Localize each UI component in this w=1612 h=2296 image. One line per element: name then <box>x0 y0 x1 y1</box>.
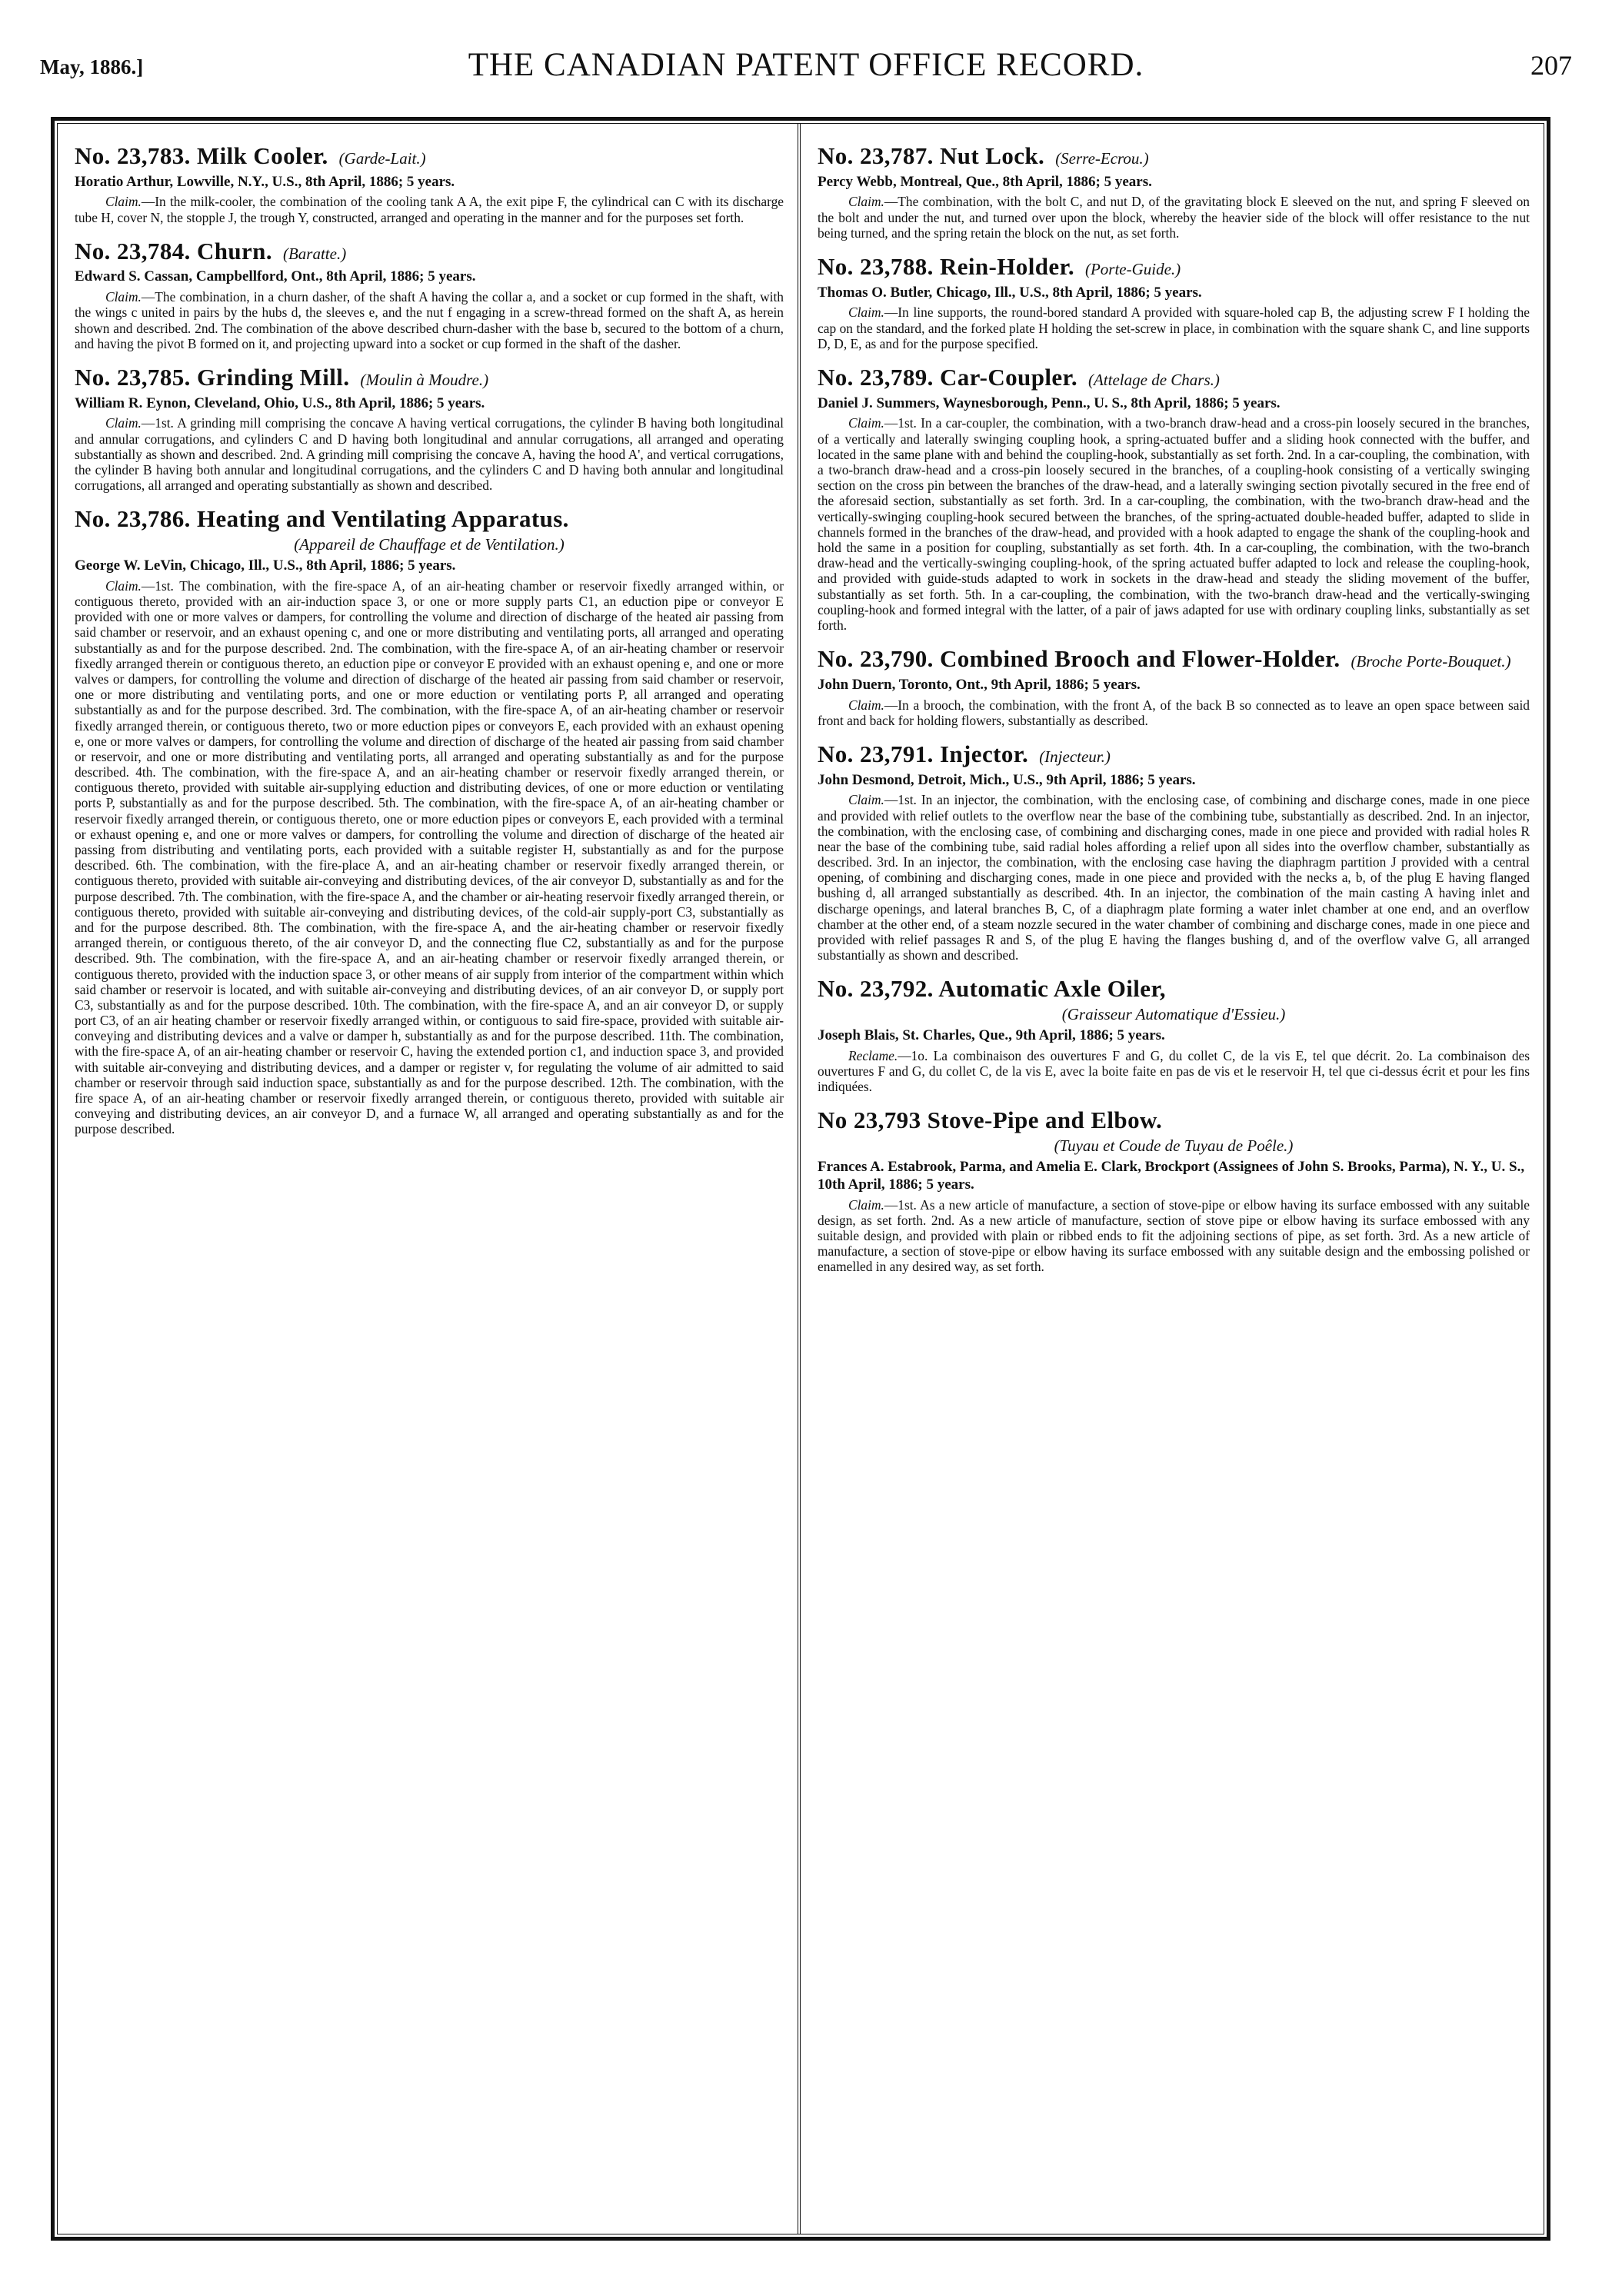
patent-french-title: (Attelage de Chars.) <box>1087 371 1220 389</box>
issue-date: May, 1886.] <box>40 55 144 78</box>
claim-text: —1st. In an injector, the combination, with the enclosing case, of combining and discharge cones, made in one piece and provided with relief outlets to the overflow near the base of the combining tube, substantially as described. 2nd. In an injector, the combination, with the enclosing case, of combining and discharging cones, made in one piece and provided with radial holes R near the base of the combining tube, said radial holes affording a relief upon all sides into the overflow chamber, substantially as described. 3rd. In an injector, the combination, with the enclosing case having the diaphragm partition J provided with a central opening, of combining and discharging cones, made in one piece and provided with the necks a, b, of the plug E having flanged bushing d, all arranged substantially as described. 4th. In an injector, the combination of the main casting A having inlet and discharge openings, and lateral branches B, C, of a diaphragm plate forming a water inlet chamber at one end, and an overflow chamber at the other end, of a steam nozzle secured in the water chamber of combining and discharge cones, made in one piece and provided with relief passages R and S, of the plug E having the flanges bushing d, and of the overflow valve G, all arranged substantially as shown and described. <box>818 792 1530 963</box>
claim-label: Reclame. <box>848 1047 898 1063</box>
claim-text: —In the milk-cooler, the combination of the cooling tank A A, the exit pipe F, the cylindrical can C with its discharge tube H, cover N, the stopple J, the trough Y, constructed, arranged and operating in the manner and for the purposes set forth. <box>75 194 784 225</box>
claim-text: —1st. The combination, with the fire-space A, of an air-heating chamber or reservoir fixedly arranged within, or contiguous thereto, provided with an air-induction space 3, or one or more supply parts C1, an eduction pipe or conveyor E provided with one or more valves or dampers, for controlling the volume and direction of discharge of the heated air passing from said chamber or reservoir, and an exhaust opening c, and one or more distributing and ventilating ports, all arranged and operating substantially as and for the purpose described. 2nd. The combination, with the fire-space A, of an air-heating chamber or reservoir fixedly arranged therein or contiguous thereto, an eduction pipe or conveyor E provided with an exhaust opening e, and one or more valves or dampers, for controlling the volume and direction of discharge of the heated air passing from said chamber or reservoir, one or more distributing and ventilating ports, and one or more eduction or ventilating ports P, all arranged and operating substantially as and for the purpose described. 3rd. The combination, with the fire-space A, of an air-heating chamber or reservoir fixedly arranged therein, or contiguous thereto, two or more eduction pipes or conveyors E, each provided with an exhaust opening e, one or more valves or dampers, for controlling the volume and direction of discharge of the heated air passing from said chamber or reservoir, and one or more distributing and ventilating ports, all arranged and operating substantially as and for the purpose described. 4th. The combination, with the fire-space A, and an air-heating chamber or reservoir fixedly arranged therein, or contiguous thereto, provided with suitable air-supplying eduction and distributing devices, of one or more eduction or ventilating ports P, substantially as and for the purpose described. 5th. The combination, with the fire-space A, of an air-heating chamber or reservoir fixedly arranged therein, or contiguous thereto, one or more eduction pipes or conveyors E, each provided with a terminal or exhaust opening e, and one or more valves or dampers, for controlling the volume and direction of discharge of the heated air passing from distributing and ventilating ports, each provided with a suitable register H, substantially as and for the purpose described. 6th. The combination, with the fire-place A, and an air-heating chamber or reservoir fixedly arranged therein, or contiguous thereto, provided with suitable air-conveying and distributing devices, of the air conveyor D, substantially as and for the purpose described. 7th. The combination, with the fire-space A, and the chamber or air-heating reservoir fixedly arranged therein, or contiguous thereto, provided with suitable air-conveying and distributing devices, of the cold-air supply-port C3, substantially as and for the purpose described. 8th. The combination, with the fire-space A, and the air-heating chamber or reservoir fixedly arranged therein, or contiguous thereto, of the air conveyor D, and the connecting flue C2, substantially as and for the purpose described. 9th. The combination, with the fire-space A, and an air-heating chamber or reservoir fixedly arranged therein, or contiguous thereto, provided with the induction space 3, or other means of air supply from interior of the compartment within which said chamber or reservoir is located, and with suitable air-conveying and distributing devices, of an air conveyor D, or supply port C3, substantially as and for the purpose described. 10th. The combination, with the fire-space A, and an air conveyor D, or supply port C3, of an air heating chamber or reservoir fixedly arranged within, or contiguous to said fire-space, provided with suitable air-conveying and distributing devices and a valve or damper h, substantially as and for the purpose described. 11th. The combination, with the fire-space A, of an air-heating chamber or reservoir C, having the extended portion c1, and induction space 3, and provided with suitable air-conveying and distributing devices, and a damper or register v, for regulating the volume of air admitted to said chamber or reservoir through said induction space, substantially as and for the purpose described. 12th. The combination, with the fire space A, of an air-heating chamber or reservoir fixedly arranged therein, or contiguous thereto, provided with suitable air conveying and distributing devices, an air conveyor D, and a furnace W, all arranged and operating substantially as and for the purpose described. <box>75 577 784 1137</box>
patent-claim <box>75 578 784 1137</box>
patent-heading <box>818 142 1530 170</box>
patent-french-title: (Broche Porte-Bouquet.) <box>1351 652 1511 671</box>
patent-inventor: John Desmond, Detroit, Mich., U.S., 9th April, 1886; 5 years. <box>818 771 1196 788</box>
claim-label: Claim. <box>848 792 884 808</box>
patent-title: Nut Lock. <box>939 142 1045 169</box>
patent-entry <box>75 364 784 493</box>
patent-french-title: (Tuyau et Coude de Tuyau de Poêle.) <box>1054 1136 1294 1156</box>
claim-label: Claim. <box>105 194 142 210</box>
claim-label: Claim. <box>848 697 884 713</box>
patent-inventor: Joseph Blais, St. Charles, Que., 9th April, 1886; 5 years. <box>818 1027 1165 1044</box>
patent-number: No. 23,789. <box>818 364 934 391</box>
patent-heading <box>75 364 784 391</box>
patent-inventor: Edward S. Cassan, Campbellford, Ont., 8th April, 1886; 5 years. <box>75 268 476 285</box>
patent-inventor: Frances A. Estabrook, Parma, and Amelia E. Clark, Brockport (Assignees of John S. Brooks, Parma), N. Y., U. S., 10th April, 1886; 5 years. <box>818 1159 1525 1193</box>
patent-number: No. 23,786. <box>75 505 191 533</box>
patent-claim <box>75 194 784 225</box>
patent-title: Grinding Mill. <box>196 364 350 391</box>
claim-text: —1o. La combinaison des ouvertures F and G, du collet C, de la vis E, tel que décrit. 2o. La combinaison des ouvertures F and G, du collet C, de la vis E, avec la boite faite en pas de vis et le reservoir H, tel que ci-dessus écrit et pour les fins indiquées. <box>818 1047 1530 1095</box>
patent-french-title: (Porte-Guide.) <box>1084 260 1181 278</box>
patent-claim <box>818 194 1530 241</box>
patent-heading <box>818 253 1530 281</box>
patent-title: Churn. <box>196 237 272 265</box>
patent-title: Rein-Holder. <box>939 253 1074 280</box>
patent-heading <box>818 975 1530 1003</box>
patent-claim <box>818 697 1530 728</box>
patent-heading <box>818 1106 1530 1134</box>
patent-title: Stove-Pipe and Elbow. <box>927 1106 1163 1134</box>
patent-number: No. 23,791. <box>818 740 934 767</box>
patent-heading <box>75 142 784 170</box>
patent-claim <box>75 415 784 493</box>
patent-heading <box>75 238 784 265</box>
patent-title: Milk Cooler. <box>196 142 328 169</box>
claim-label: Claim. <box>848 304 884 321</box>
patent-claim <box>818 415 1530 633</box>
claim-label: Claim. <box>848 1196 884 1213</box>
patent-french-title: (Graisseur Automatique d'Essieu.) <box>1061 1005 1286 1024</box>
patent-number: No. 23,788. <box>818 253 934 280</box>
patent-entry <box>75 238 784 351</box>
patent-french-title: (Moulin à Moudre.) <box>360 371 489 389</box>
patent-inventor: George W. LeVin, Chicago, Ill., U.S., 8th April, 1886; 5 years. <box>75 557 456 574</box>
claim-text: —1st. A grinding mill comprising the concave A having vertical corrugations, the cylinder B having both longitudinal and annular corrugations, and cylinders C and D having both longitudinal and annular corrugations, all arranged and operating substantially as shown and described. 2nd. A grinding mill comprising the concave A, having the hood A', and vertical corrugations, the cylinder B having both annular and longitudinal corrugations, and the cylinders C and D having both annular and longitudinal corrugations, all arranged and operating substantially as shown and described. <box>75 415 784 494</box>
patent-inventor: Daniel J. Summers, Waynesborough, Penn., U. S., 8th April, 1886; 5 years. <box>818 394 1281 411</box>
patent-entry <box>818 142 1530 241</box>
patent-number: No. 23,784. <box>75 237 191 265</box>
claim-text: —1st. As a new article of manufacture, a section of stove-pipe or elbow having its surface embossed with any suitable design, as set forth. 2nd. As a new article of manufacture, section of stove pipe or elbow having its surface embossed with any suitable design, and provided with plain or ribbed ends to fit the adjoining sections of pipe, as set forth. 3rd. As a new article of manufacture, a section of stove-pipe or elbow having its surface embossed with any suitable design and the embossing polished or enamelled in any desired way, as set forth. <box>818 1196 1530 1275</box>
left-column <box>58 124 801 2234</box>
page-frame <box>51 117 1550 2241</box>
patent-title: Automatic Axle Oiler, <box>938 975 1166 1003</box>
running-header <box>40 45 1572 88</box>
right-column <box>801 124 1544 2234</box>
patent-inventor: John Duern, Toronto, Ont., 9th April, 1886; 5 years. <box>818 676 1141 693</box>
patent-french-title: (Appareil de Chauffage et de Ventilation.) <box>294 535 565 554</box>
patent-entry <box>75 505 784 1136</box>
patent-french-title: (Injecteur.) <box>1039 747 1111 766</box>
patent-entry <box>75 142 784 225</box>
patent-inventor: William R. Eynon, Cleveland, Ohio, U.S., 8th April, 1886; 5 years. <box>75 394 485 411</box>
patent-title: Combined Brooch and Flower-Holder. <box>939 645 1341 673</box>
claim-label: Claim. <box>105 289 142 305</box>
patent-french-title: (Serre-Ecrou.) <box>1055 149 1149 168</box>
patent-entry <box>818 975 1530 1094</box>
patent-number: No 23,793 <box>818 1106 921 1134</box>
claim-label: Claim. <box>848 415 884 431</box>
patent-entry <box>818 1106 1530 1274</box>
claim-text: —1st. In a car-coupler, the combination, with a two-branch draw-head and a cross-pin loosely secured in the branches, of a vertically and laterally swinging coupling hook, a spring-actuated buffer and a sliding hook connected with the buffer, and located in the same plane with and behind the coupling-hook, substantially as set forth. 2nd. In a car-coupling, the combination, with a two-branch draw-head and a cross-pin loosely secured in the branches, of a coupling-hook consisting of a vertically swinging section on the cross pin between the branches of the draw-head, and a laterally swinging section pivotally secured in the free end of the aforesaid section, substantially as set forth. 3rd. In a car-coupling, the combination, with the two-branch draw-head and the vertically-swinging coupling-hook secured between the branches, of the spring-actuated double-headed buffer, adapted to slide in channels formed in the branches of the draw-head, and provided with a hook adapted to engage the shank of the coupling-hook and hold the same in a position for coupling, substantially as set forth. 4th. In a car-coupling, the combination, with the two-branch draw-head and the vertically-swinging coupling-hook, of the spring actuated buffer adapted to lock and release the coupling-hook, and provided with guide-studs adapted to work in sockets in the draw-head and steady the sliding movement of the buffer, substantially as set forth. 5th. In a car-coupling, the combination, with the two-branch draw-head and the vertically-swinging coupling-hook and formed integral with the latter, of a pair of jaws adapted for use with ordinary coupling links, substantially as set forth. <box>818 415 1530 633</box>
patent-number: No. 23,787. <box>818 142 934 169</box>
claim-text: —The combination, with the bolt C, and nut D, of the gravitating block E sleeved on the nut, and spring F sleeved on the bolt and under the nut, and turned over upon the block, whereby the heavier side of the block will offer resistance to the nut being turned, and the spring retain the block on the nut, as set forth. <box>818 194 1530 241</box>
patent-inventor: Thomas O. Butler, Chicago, Ill., U.S., 8th April, 1886; 5 years. <box>818 284 1202 301</box>
claim-label: Claim. <box>105 577 142 594</box>
page-number: 207 <box>1530 50 1572 81</box>
patent-inventor: Horatio Arthur, Lowville, N.Y., U.S., 8th April, 1886; 5 years. <box>75 173 455 190</box>
patent-claim <box>818 1197 1530 1275</box>
patent-heading <box>818 740 1530 768</box>
claim-label: Claim. <box>848 194 884 210</box>
patent-inventor: Percy Webb, Montreal, Que., 8th April, 1886; 5 years. <box>818 173 1152 190</box>
patent-french-title: (Baratte.) <box>282 244 347 263</box>
patent-entry <box>818 364 1530 633</box>
patent-claim <box>818 792 1530 963</box>
patent-heading <box>818 645 1530 673</box>
patent-title: Car-Coupler. <box>939 364 1077 391</box>
claim-text: —The combination, in a churn dasher, of the shaft A having the collar a, and a socket or cup formed in the shaft, with the wings c united in pairs by the hubs d, the sleeves e, and the nut f engaging in a screw-thread formed on the shaft A, as herein shown and described. 2nd. The combination of the above described churn-dasher with the base b, secured to the bottom of a churn, and having the pivot B formed on it, and projecting upward into a socket or cup formed in the shaft of the dasher. <box>75 289 784 351</box>
patent-entry <box>818 740 1530 963</box>
patent-claim <box>75 289 784 351</box>
patent-entry <box>818 645 1530 728</box>
patent-french-title: (Garde-Lait.) <box>338 149 426 168</box>
patent-entry <box>818 253 1530 351</box>
patent-heading <box>75 505 784 533</box>
patent-claim <box>818 1048 1530 1095</box>
claim-text: —In line supports, the round-bored standard A provided with square-holed cap B, the adjusting screw F I holding the cap on the standard, and the forked plate H holding the set-screw in place, in combination with the square shank C, and line supports D, D, E, as and for the purpose specified. <box>818 304 1530 351</box>
patent-claim <box>818 304 1530 351</box>
patent-number: No. 23,785. <box>75 364 191 391</box>
patent-number: No. 23,792. <box>818 975 934 1003</box>
journal-title: THE CANADIAN PATENT OFFICE RECORD. <box>468 47 1144 83</box>
patent-title: Heating and Ventilating Apparatus. <box>196 505 569 533</box>
patent-title: Injector. <box>939 740 1029 767</box>
claim-text: —In a brooch, the combination, with the front A, of the back B so connected as to leave an open space between said front and back for holding flowers, substantially as described. <box>818 697 1530 728</box>
patent-heading <box>818 364 1530 391</box>
patent-number: No. 23,783. <box>75 142 191 169</box>
patent-number: No. 23,790. <box>818 645 934 673</box>
claim-label: Claim. <box>105 415 142 431</box>
